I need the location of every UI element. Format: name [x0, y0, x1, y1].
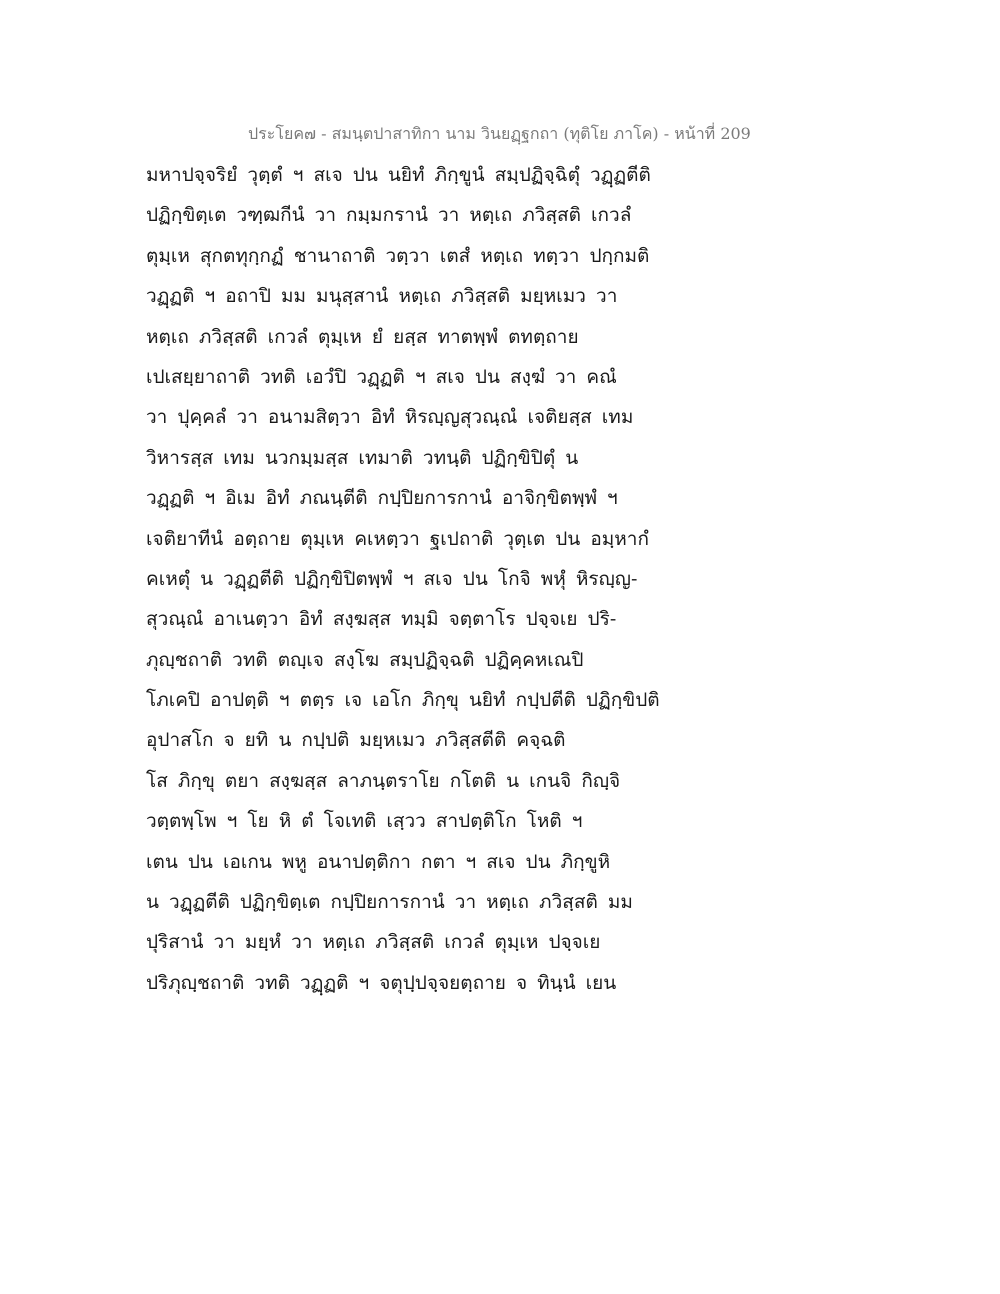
text-line: ปริภุญฺชถาติ วทติ วฏฺฏติ ฯ จตุปฺปจฺจยตฺถาย จ ทินฺนํ เยน [146, 971, 617, 994]
text-line: โภเคปิ อาปตฺติ ฯ ตตฺร เจ เอโก ภิกฺขุ นยิทํ กปฺปตีติ ปฏิกฺขิปติ [146, 689, 660, 712]
text-line: วฏฺฏติ ฯ อิเม อิทํ ภณนฺตีติ กปฺปิยการกานํ อาจิกฺขิตพฺพํ ฯ [146, 487, 618, 510]
text-line: สุวณฺณํ อาเนตฺวา อิทํ สงฺฆสฺส ทมฺมิ จตฺตาโร ปจฺจเย ปริ- [146, 608, 617, 631]
text-line: ปุริสานํ วา มยฺหํ วา หตฺเถ ภวิสฺสติ เกวลํ ตุมฺเห ปจฺจเย [146, 931, 601, 954]
text-line: เจติยาทีนํ อตฺถาย ตุมฺเห คเหตฺวา ฐเปถาติ วุตฺเต ปน อมฺหากํ [146, 527, 649, 550]
text-line: หตฺเถ ภวิสฺสติ เกวลํ ตุมฺเห ยํ ยสฺส ทาตพฺพํ ตทตฺถาย [146, 325, 579, 348]
text-line: เตน ปน เอเกน พหู อนาปตฺติกา กตา ฯ สเจ ปน ภิกฺขูหิ [146, 850, 611, 873]
text-line: วิหารสฺส เทม นวกมฺมสฺส เทมาติ วทนฺติ ปฏิกฺขิปิตุํ น [146, 446, 579, 469]
text-line: มหาปจฺจริยํ วุตฺตํ ฯ สเจ ปน นยิทํ ภิกฺขูนํ สมฺปฏิจฺฉิตุํ วฏฺฏตีติ [146, 164, 651, 186]
text-line: โส ภิกฺขุ ตยา สงฺฆสฺส ลาภนฺตราโย กโตติ น เกนจิ กิญฺจิ [146, 769, 621, 792]
text-line: ตุมฺเห สุกตทุกฺกฏํ ชานาถาติ วตฺวา เตสํ หตฺเถ ทตฺวา ปกฺกมติ [146, 244, 650, 267]
running-header: ประโยค๗ - สมนฺตปาสาทิกา นาม วินยฏฺฐกถา (ทุติโย ภาโค) - หน้าที่ 209 [248, 124, 751, 143]
text-line: วตฺตพฺโพ ฯ โย หิ ตํ โจเทติ เสฺวว สาปตฺติโก โหติ ฯ [146, 810, 583, 833]
text-line: วา ปุคฺคลํ วา อนามสิตฺวา อิทํ หิรญฺญสุวณฺณํ เจติยสฺส เทม [146, 406, 634, 429]
text-line: เปเสยฺยาถาติ วทติ เอวํปิ วฏฺฏติ ฯ สเจ ปน สงฺฆํ วา คณํ [146, 365, 617, 388]
text-line: ภุญฺชถาติ วทติ ตญฺเจ สงฺโฆ สมฺปฏิจฺฉติ ปฏิคฺคหเณปิ [146, 648, 584, 671]
text-line: คเหตุํ น วฏฺฏตีติ ปฏิกฺขิปิตพฺพํ ฯ สเจ ปน โกจิ พหุํ หิรญฺญ- [146, 567, 638, 590]
text-line: ปฏิกฺขิตฺเต วฑฺฒกีนํ วา กมฺมกรานํ วา หตฺเถ ภวิสฺสติ เกวลํ [146, 204, 632, 227]
text-line: วฏฺฏติ ฯ อถาปิ มม มนุสฺสานํ หตฺเถ ภวิสฺสติ มยฺหเมว วา [146, 285, 618, 308]
body-text [146, 158, 706, 1006]
text-line: น วฏฺฏตีติ ปฏิกฺขิตฺเต กปฺปิยการกานํ วา หตฺเถ ภวิสฺสติ มม [146, 891, 633, 914]
text-line: อุปาสโก จ ยทิ น กปฺปติ มยฺหเมว ภวิสฺสตีติ คจฺฉติ [146, 729, 566, 752]
